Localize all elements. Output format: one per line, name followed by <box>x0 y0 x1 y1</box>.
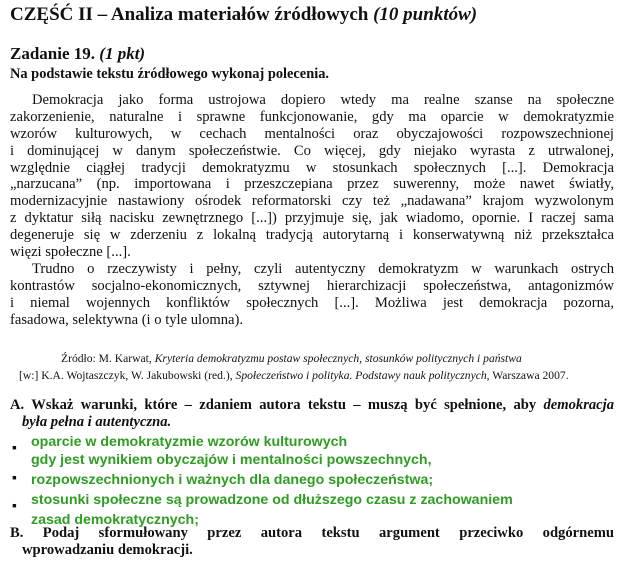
question-b <box>10 525 614 559</box>
source-line: fasadowa, selektywna (i o tyle ulomna). <box>10 311 244 328</box>
question-b-line-1: B. Podaj sformułowany przez autora tekstu argument przeciwko odgórnemu <box>10 525 614 541</box>
question-a-text: A. Wskaż warunki, które – zdaniem autora tekstu – muszą być spełnione, aby <box>10 397 544 413</box>
question-a <box>10 397 614 431</box>
citation-book-title: Społeczeństwo i polityka. Podstawy nauk politycznych <box>235 369 487 382</box>
part-points: (10 punktów) <box>373 4 478 25</box>
task-title <box>10 44 145 64</box>
source-line: i dominującej w danym społeczeństwie. Co więcej, gdy niejako wyrasta z utrwalonej, <box>10 142 614 159</box>
source-line: modernizacyjnie nastawiony ośrodek reformatorski czy też „nadawana” krajom wyzwolonym <box>10 193 614 210</box>
answer-5: zasad demokratycznych; <box>31 512 199 528</box>
citation-prefix: Źródło: M. Karwat, <box>61 352 155 365</box>
citation-line-2 <box>19 369 569 382</box>
source-line: wzorów kulturowych, w cechach mentalności oraz obyczajowości rozpowszechnionej <box>10 125 614 142</box>
citation-title: Kryteria demokratyzmu postaw społecznych, stosunków politycznych i państwa <box>154 352 522 365</box>
answer-1: oparcie w demokratyzmie wzorów kulturowych <box>31 434 348 450</box>
source-line: zakorzenienie, naturalne i sprawne funkcjonowanie, gdy ma oparcie w demokratyzmie <box>10 108 614 125</box>
question-b-line-2: wprowadzaniu demokracji. <box>22 542 193 558</box>
citation-line-1 <box>61 352 522 365</box>
part-title-text: CZĘŚĆ II – Analiza materiałów źródłowych <box>10 4 369 25</box>
task-number: Zadanie 19. <box>10 44 96 63</box>
source-line: i niemal wojennych konfliktów społecznych [...]. Możliwa jest demokracja pozorna, <box>10 294 614 311</box>
source-line: Demokracja jako forma ustrojowa dopiero wtedy ma realne szanse na społeczne <box>32 92 614 108</box>
task-points: (1 pkt) <box>99 44 146 63</box>
source-line: więzi społeczne [...]. <box>10 244 131 261</box>
source-line: z dyktatur siłą nacisku zewnętrznego [...]) przyjmuje się, jak wiadomo, opornie. I raczej sama <box>10 210 614 227</box>
answer-3: rozpowszechnionych i ważnych dla danego społeczeństwa; <box>31 472 434 488</box>
citation-suffix: , Warszawa 2007. <box>486 369 569 382</box>
part-title <box>10 4 477 26</box>
answer-2: gdy jest wynikiem obyczajów i mentalności powszechnych, <box>31 452 432 468</box>
question-a-line-2-text: była pełna i autentyczna. <box>22 414 172 430</box>
question-a-emphasis: demokracja <box>543 397 614 413</box>
source-line: degeneruje się w zderzeniu z lokalną tradycją autorytarną i konserwatywną niż przekształca <box>10 227 614 244</box>
bullet-icon: ▪ <box>12 499 17 514</box>
answer-4: stosunki społeczne są prowadzone od dłuższego czasu z zachowaniem <box>31 492 513 508</box>
source-line: Trudno o rzeczywisty i pełny, czyli autentyczny demokratyzm w warunkach ostrych <box>32 260 614 277</box>
source-line: względnie ciągłej tradycji demokratyzmu w stosunkach społecznych [...]. Demokracja <box>10 159 614 176</box>
citation-editors: [w:] K.A. Wojtaszczyk, W. Jakubowski (red.), <box>19 369 236 382</box>
question-a-line-1 <box>10 397 614 414</box>
bullet-icon: ▪ <box>12 441 17 456</box>
source-text <box>10 92 614 328</box>
task-instruction: Na podstawie tekstu źródłowego wykonaj polecenia. <box>10 66 329 82</box>
question-a-line-2 <box>10 414 614 431</box>
source-line: kontrastów socjalno-ekonomicznych, sztywnej hierarchizacji społeczeństwa, antagonizmów <box>10 277 614 294</box>
bullet-icon: ▪ <box>12 471 17 486</box>
source-line: „narzucana” (np. importowana i przeszczepiana przez suwerenny, może nawet światły, <box>10 176 614 193</box>
